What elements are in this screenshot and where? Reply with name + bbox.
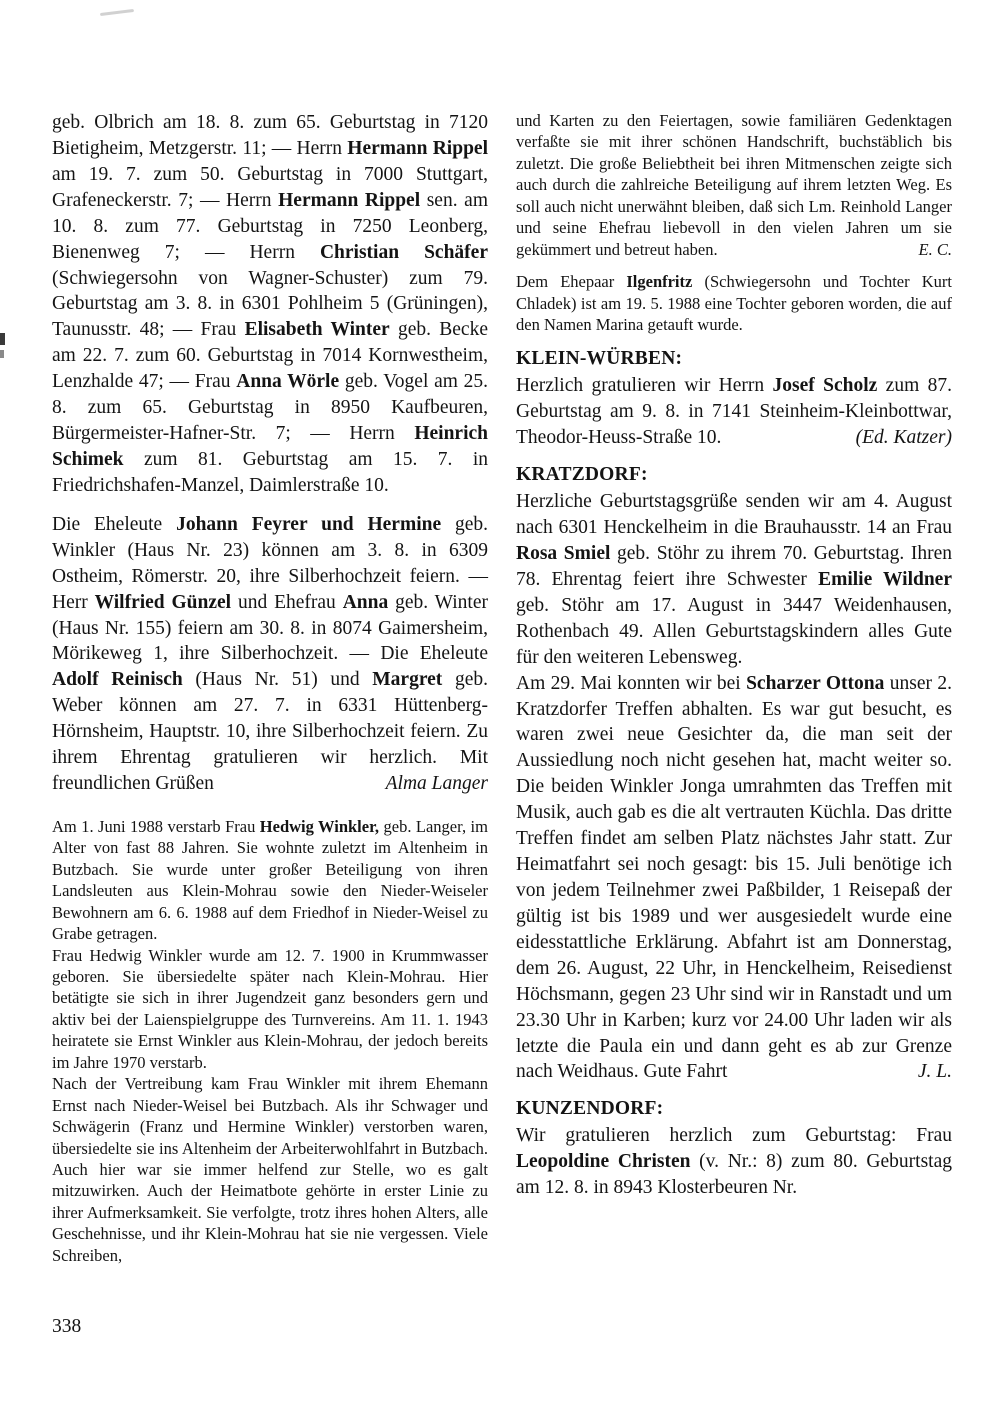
scan-edge-mark: [0, 350, 4, 358]
text-run: geb. Winter (Haus Nr. 155) feiern am 30. 8. in 8074 Gaimersheim, Mörikeweg 1, ihre Silberhochzeit. — Die Eheleute: [52, 591, 488, 665]
text-run: geb. Winkler (Haus Nr. 23) können am 3. 8. in 6309 Ostheim, Römerstr. 20, ihre Silberhochzeit feiern. — Herr: [52, 513, 488, 613]
text-run: unser 2. Kratzdorfer Treffen abhalten. Es war gut besucht, es waren zwei neue Gesichter da, die man seit der Aussiedlung noch nicht gesehen hat, macht weiter so. Die beiden Winkler Jonga umrahmten das Treffen mit Musik, auch gab es die alt vertrauten Küchla. Das dritte Treffen findet am selben Platz nächstes Jahr statt. Zur Heimatfahrt sei noch gesagt: bis 15. Juli benötige ich von jedem Teilnehmer zwei Paßbilder, 1 Reisepaß der gültig ist bis 1989 und wer ausgesiedelt wurde eine eidesstattliche Erklärung. Abfahrt ist am Donnerstag, dem 26. August, 22 Uhr, in Henckelheim, Reisedienst Höchsmann, gegen 23 Uhr sind wir in Ranstadt und um 23.30 Uhr in Karben; kurz vor 24.00 Uhr laden wir als letzte die Paula ein und dann geht es ab zur Grenze nach Weidhaus. Gute Fahrt: [516, 672, 952, 1083]
text-run: geb. Stöhr am 17. August in 3447 Weidenhausen, Rothenbach 49. Allen Geburtstagskindern alles Gute für den weiteren Lebensweg.: [516, 594, 952, 668]
highlighted-name: Anna: [342, 591, 389, 613]
text-run: und Ehefrau: [231, 591, 343, 613]
signature-text: J. L.: [917, 1061, 952, 1083]
paragraph: [52, 512, 488, 797]
highlighted-name: Anna Wörle: [236, 371, 340, 393]
text-run: sen. am 10. 8. zum 77. Geburtstag in 7250 Leonberg, Bienenweg 7; — Herrn: [52, 189, 488, 263]
highlighted-name: Leopoldine Christen: [516, 1151, 691, 1173]
highlighted-name: Christian Schäfer: [319, 241, 488, 263]
text-run: (Haus Nr. 51) und: [182, 669, 373, 691]
text-run: Herzliche Geburtstagsgrüße senden wir am 4. August nach 6301 Henckelheim in die Brauhausstr. 14 an Frau: [516, 491, 952, 539]
right-column: [516, 110, 952, 1214]
highlighted-name: Scharzer Ottona: [746, 672, 885, 694]
highlighted-name: Margret: [372, 669, 443, 691]
text-run: Wir gratulieren herzlich zum Geburtstag: Frau: [516, 1125, 952, 1147]
text-run: geb. Vogel am 25. 8. zum 65. Geburtstag in 8950 Kaufbeuren, Bürgermeister-Hafner-Str. 7; — Herrn: [52, 371, 488, 445]
paragraph: [516, 110, 952, 260]
text-run: Die Eheleute: [52, 513, 177, 535]
text-run: am 19. 7. zum 50. Geburtstag in 7000 Stuttgart, Grafeneckerstr. 7; — Herrn: [52, 163, 488, 211]
paragraph: [516, 671, 952, 1086]
section-heading: [516, 348, 952, 370]
text-run: geb. Weber können am 27. 7. in 6331 Hüttenberg-Hörnsheim, Hauptstr. 10, ihre Silberhochzeit feiern. Zu ihrem Ehrentag gratulieren wir herzlich. Mit freundlichen Grüßen: [52, 669, 488, 795]
paragraph: [52, 945, 488, 1074]
text-run: (Schwiegersohn und Tochter Kurt Chladek) ist am 19. 5. 1988 eine Tochter geboren worden, die auf den Namen Marina getauft wurde.: [516, 272, 952, 334]
text-run: geb. Becke am 22. 7. zum 60. Geburtstag in 7014 Kornwestheim, Lenzhalde 47; — Frau: [52, 319, 488, 393]
highlighted-name: Wilfried Günzel: [94, 591, 232, 613]
page-number: 338: [52, 1316, 82, 1337]
text-run: Am 1. Juni 1988 verstarb Frau: [52, 816, 260, 836]
highlighted-name: Emilie Wildner: [818, 568, 952, 590]
text-run: (Schwiegersohn von Wagner-Schuster) zum 79. Geburtstag am 3. 8. in 6301 Pohlheim 5 (Grüningen), Taunusstr. 48; — Frau: [52, 267, 488, 341]
signature-text: (Ed. Katzer): [855, 427, 952, 449]
highlighted-name: Heinrich Schimek: [52, 423, 488, 470]
text-run: (v. Nr.: 8) zum 80. Geburtstag am 12. 8. in 8943 Klosterbeuren Nr.: [516, 1151, 952, 1199]
paragraph: [52, 816, 488, 945]
text-run: geb. Langer, im Alter von fast 88 Jahren. Sie wohnte zuletzt im Altenheim in Butzbach. Sie wurde unter großer Beteiligung von ihren Landsleuten aus Klein-Mohrau sowie den Nieder-Weiseler Bewohnern am 6. 6. 1988 auf dem Friedhof in Nieder-Weisel zu Grabe getragen.: [52, 816, 488, 944]
text-run: KUNZENDORF:: [516, 1098, 664, 1120]
highlighted-name: Hermann Rippel: [347, 137, 488, 159]
paragraph: [52, 1073, 488, 1266]
highlighted-name: Hedwig Winkler,: [259, 816, 380, 836]
text-run: Dem Ehepaar: [516, 272, 627, 292]
text-run: KRATZDORF:: [516, 464, 648, 486]
highlighted-name: Rosa Smiel: [516, 542, 611, 564]
text-run: Nach der Vertreibung kam Frau Winkler mit ihrem Ehemann Ernst nach Nieder-Weisel bei Butzbach. Als ihr Schwager und Schwägerin (Franz und Hermine Winkler) verstorben waren, übersiedelte sie ins Altenheim der Arbeiterwohlfahrt in Butzbach. Auch hier war sie immer helfend zur Stelle, wo es galt mitzuwirken. Auch der Heimatbote gehörte in erster Linie zu ihrer Aufmerksamkeit. Sie verfolgte, trotz ihres hohen Alters, alle Geschehnisse, und ihr Klein-Mohrau hat sie nie vergessen. Viele Schreiben,: [52, 1074, 488, 1265]
section-heading: [516, 464, 952, 486]
paragraph: [516, 1123, 952, 1201]
text-run: zum 87. Geburtstag am 9. 8. in 7141 Steinheim-Kleinbottwar, Theodor-Heuss-Straße 10.: [516, 375, 952, 449]
highlighted-name: Ilgenfritz: [626, 272, 693, 292]
section-heading: [516, 1098, 952, 1120]
paragraph: [516, 271, 952, 335]
text-run: Herzlich gratulieren wir Herrn: [516, 375, 773, 397]
highlighted-name: Hermann Rippel: [278, 189, 421, 211]
text-run: geb. Stöhr zu ihrem 70. Geburtstag. Ihren 78. Ehrentag feiert ihre Schwester: [516, 542, 952, 590]
highlighted-name: Johann Feyrer und Hermine: [176, 513, 442, 535]
paragraph: [52, 110, 488, 499]
text-run: KLEIN-WÜRBEN:: [516, 348, 683, 370]
highlighted-name: Adolf Reinisch: [52, 669, 183, 691]
left-column: [52, 110, 488, 1266]
scan-smudge-mark: [100, 9, 134, 16]
paragraph: [516, 489, 952, 670]
text-run: zum 81. Geburtstag am 15. 7. in Friedrichshafen-Manzel, Daimlerstraße 10.: [52, 448, 488, 496]
text-run: und Karten zu den Feiertagen, sowie familiären Gedenktagen verfaßte sie mit ihrer schönen Handschrift, buchstäblich bis zuletzt. Die große Beliebtheit bei ihren Mitmenschen zeigte sich auch durch die zahlreiche Beteiligung auf ihrem letzten Weg. Es soll auch nicht unerwähnt bleiben, daß sich Lm. Reinhold Langer und seine Ehefrau liebevoll in den vielen Jahren um sie gekümmert und betreut haben.: [516, 111, 952, 259]
text-run: Frau Hedwig Winkler wurde am 12. 7. 1900 in Krummwasser geboren. Sie übersiedelte später nach Klein-Mohrau. Hier betätigte sie sich in ihrer Jugendzeit ganz besonders gern und aktiv bei der Laienspielgruppe des Turnvereins. Am 11. 1. 1943 heiratete sie Ernst Winkler aus Klein-Mohrau, der jedoch bereits im Jahre 1970 verstarb.: [52, 945, 488, 1072]
text-run: Am 29. Mai konnten wir bei: [516, 672, 747, 694]
signature-text: Alma Langer: [385, 773, 488, 795]
highlighted-name: Elisabeth Winter: [244, 319, 390, 341]
text-columns: [52, 110, 952, 1266]
paragraph: [516, 373, 952, 451]
scan-edge-mark: [0, 333, 5, 345]
signature-text: E. C.: [918, 239, 952, 259]
text-run: geb. Olbrich am 18. 8. zum 65. Geburtstag in 7120 Bietigheim, Metzgerstr. 11; — Herrn: [52, 112, 488, 159]
highlighted-name: Josef Scholz: [772, 375, 878, 397]
